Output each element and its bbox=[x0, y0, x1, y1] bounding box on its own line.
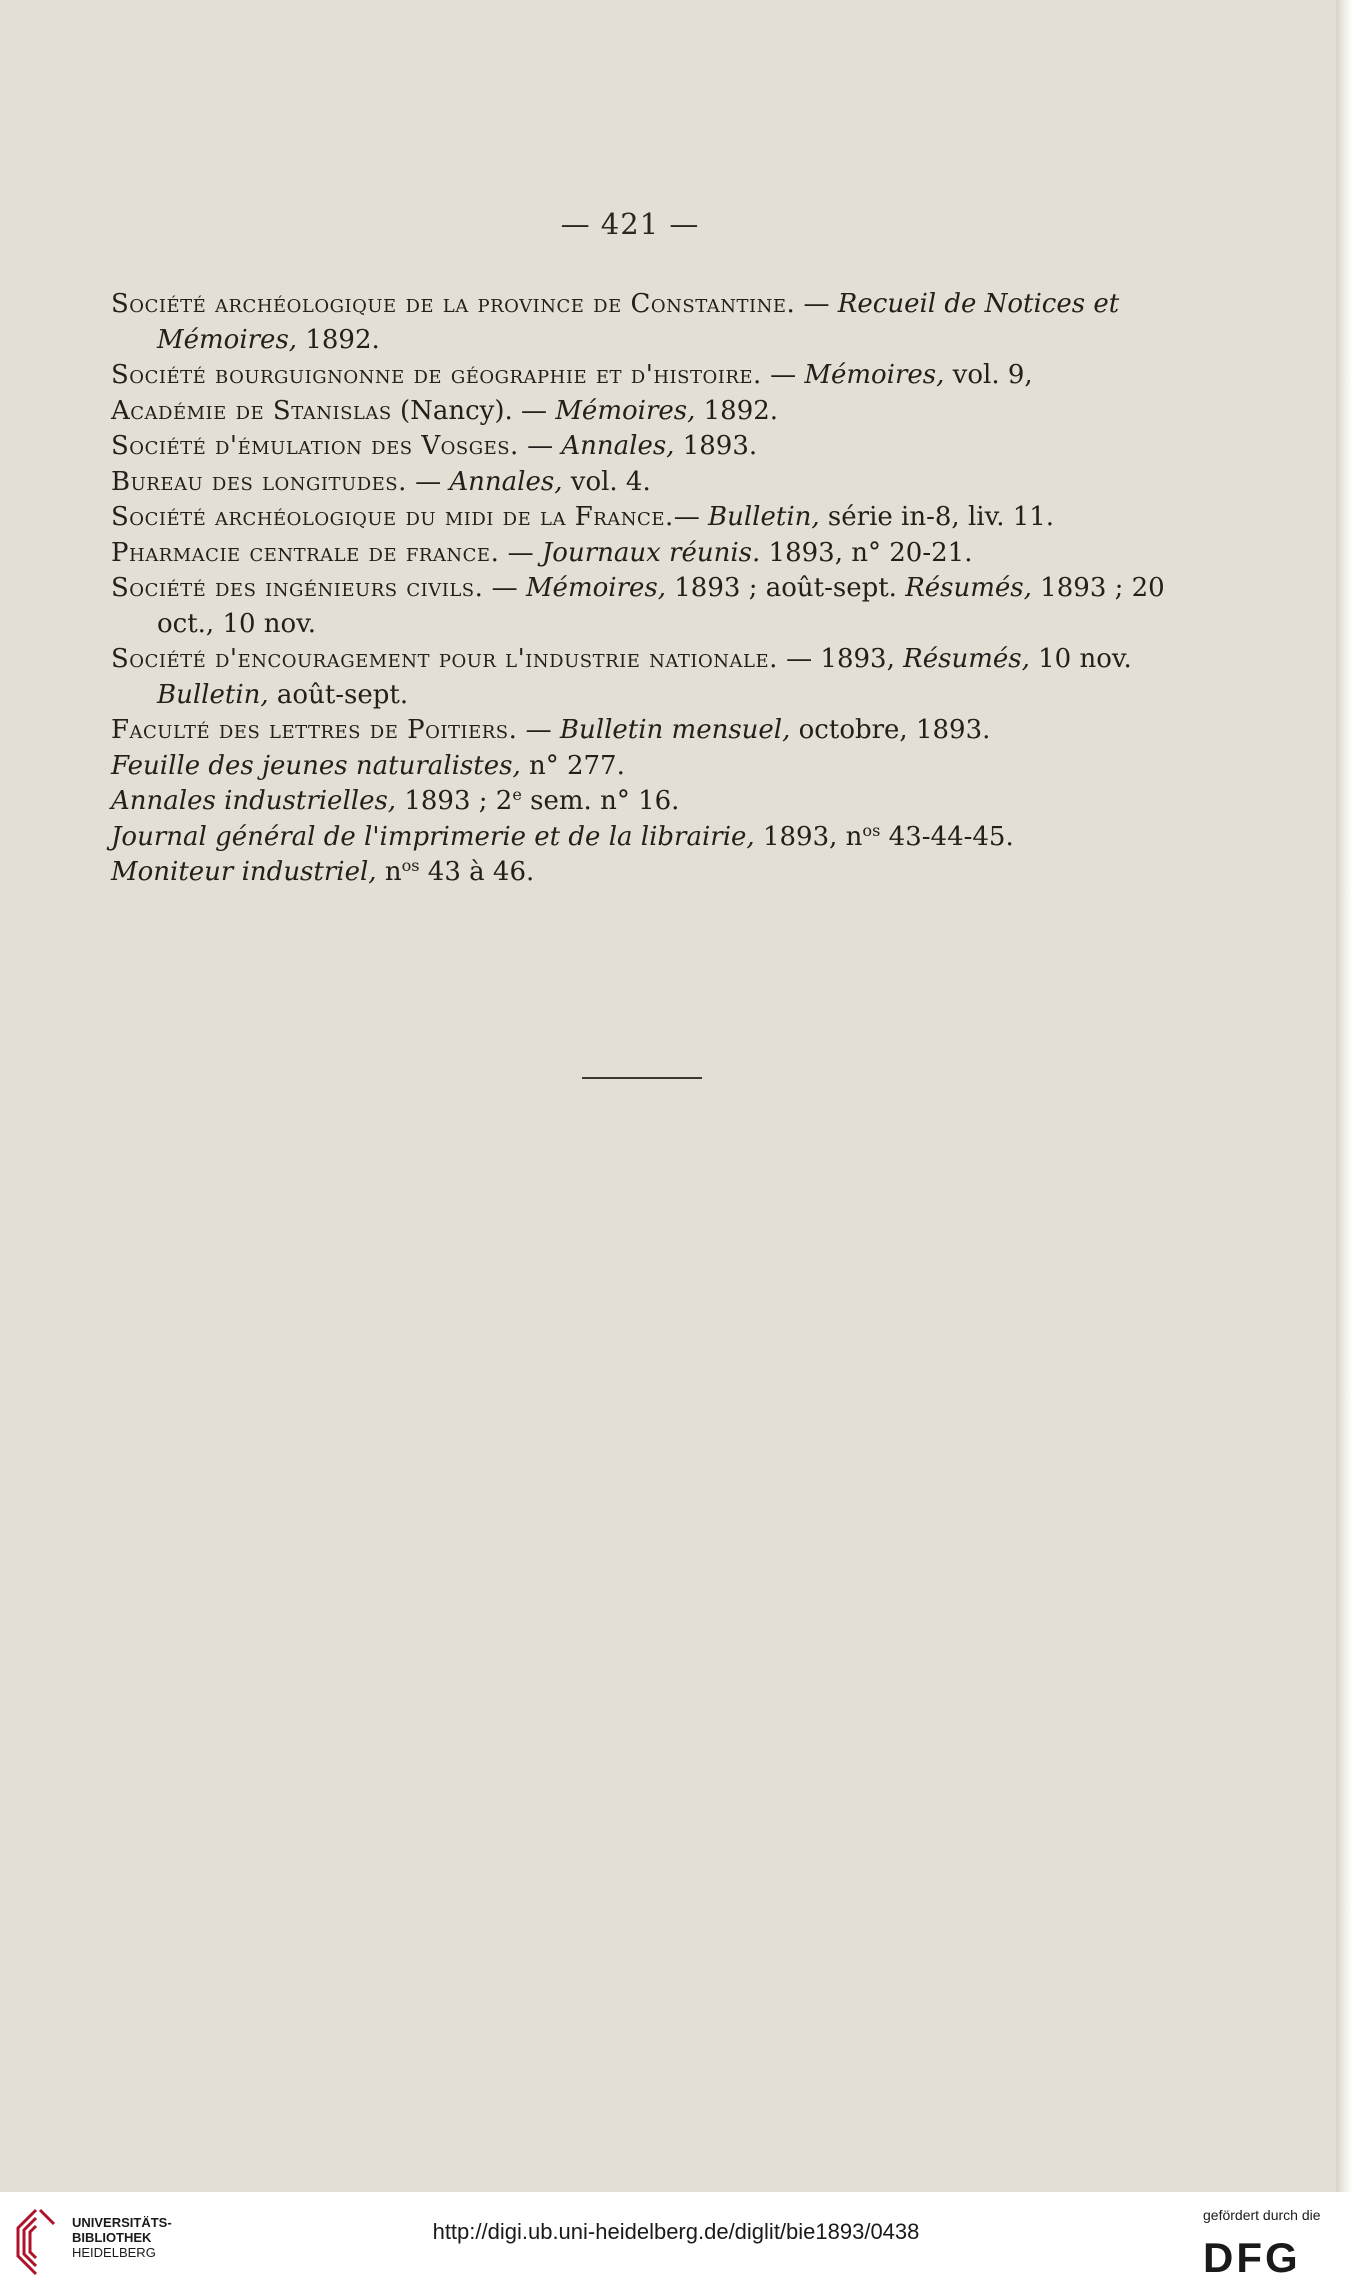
publication-detail: série in-8, liv. 11. bbox=[819, 502, 1055, 532]
library-name-line3: HEIDELBERG bbox=[72, 2245, 156, 2260]
list-item bbox=[111, 749, 1181, 785]
publication-detail: 1893, n° 20-21. bbox=[760, 537, 973, 568]
publication-detail-end: 43 à 46. bbox=[419, 857, 535, 887]
publication-detail: 1893, n bbox=[754, 821, 863, 852]
publication-title: Feuille des jeunes naturalistes, bbox=[111, 750, 521, 781]
list-item bbox=[111, 820, 1181, 856]
publication-title: Annales industrielles, bbox=[111, 786, 397, 816]
library-name-line2: BIBLIOTHEK bbox=[72, 2230, 152, 2245]
page-edge-shadow bbox=[1336, 0, 1352, 2192]
publication-detail: vol. 9, bbox=[944, 360, 1033, 390]
publication-title: Bulletin, bbox=[708, 502, 820, 532]
publication-title: Annales, bbox=[449, 466, 563, 497]
publication-title-2: Bulletin, bbox=[157, 679, 269, 710]
separator: — bbox=[795, 289, 838, 319]
separator: — bbox=[483, 573, 526, 603]
separator: — bbox=[517, 715, 560, 745]
dfg-logo-icon bbox=[1203, 2236, 1331, 2276]
publication-title: Bulletin mensuel, bbox=[559, 715, 791, 745]
list-item bbox=[111, 784, 1181, 820]
publication-title: Mémoires, bbox=[804, 360, 945, 390]
list-item bbox=[111, 287, 1181, 358]
separator: — bbox=[761, 360, 805, 390]
list-item bbox=[111, 642, 1181, 713]
publication-title: Recueil de Notices et Mémoires, bbox=[157, 289, 1120, 355]
separator: — bbox=[673, 502, 708, 532]
publication-detail: 1893. bbox=[674, 431, 758, 461]
publication-detail-2: 1893 ; 20 oct., 10 nov. bbox=[157, 573, 1165, 639]
society-name: Société archéologique du midi de la France. bbox=[111, 502, 674, 532]
publication-detail: 1893 ; août-sept. bbox=[666, 573, 906, 603]
publication-title: Moniteur industriel, bbox=[111, 857, 377, 887]
separator: (Nancy). — bbox=[391, 395, 556, 426]
superscript: os bbox=[862, 820, 881, 840]
publication-detail: vol. 4. bbox=[562, 466, 651, 497]
society-name: Faculté des lettres de Poitiers. bbox=[111, 715, 518, 745]
list-item bbox=[111, 465, 1181, 501]
publication-title-2: Résumés, bbox=[905, 573, 1032, 603]
superscript: os bbox=[401, 856, 420, 876]
list-item bbox=[111, 358, 1181, 394]
publication-title: Résumés, bbox=[903, 644, 1030, 674]
periodicals-list bbox=[111, 287, 1181, 891]
list-item bbox=[111, 713, 1181, 749]
source-url-link[interactable]: http://digi.ub.uni-heidelberg.de/diglit/bie1893/0438 bbox=[432, 2219, 920, 2244]
publication-title: Annales, bbox=[561, 431, 675, 461]
publication-detail: 1892. bbox=[297, 324, 380, 355]
society-name: Académie de Stanislas bbox=[111, 395, 392, 426]
society-name: Pharmacie centrale de france. bbox=[111, 537, 500, 568]
list-item bbox=[111, 571, 1181, 642]
publication-title: Mémoires, bbox=[555, 395, 696, 426]
page-number: — 421 — bbox=[560, 207, 700, 241]
funded-by-label: gefördert durch die bbox=[1203, 2207, 1321, 2223]
publication-detail: octobre, 1893. bbox=[790, 715, 991, 745]
list-item bbox=[111, 500, 1181, 536]
publication-detail: 10 nov. bbox=[1029, 644, 1132, 674]
publication-detail-end: 43-44-45. bbox=[880, 821, 1014, 852]
superscript: e bbox=[512, 785, 522, 805]
list-item bbox=[111, 855, 1181, 891]
publication-detail: 1892. bbox=[695, 395, 779, 426]
society-name: Bureau des longitudes. bbox=[111, 466, 407, 497]
society-name: Société d'émulation des Vosges. bbox=[111, 431, 519, 461]
publication-title: Journal général de l'imprimerie et de la librairie, bbox=[111, 821, 755, 852]
publication-title: Mémoires, bbox=[525, 573, 666, 603]
list-item bbox=[111, 536, 1181, 572]
separator: — bbox=[499, 537, 542, 568]
separator: — bbox=[406, 466, 450, 497]
library-name-line1: UNIVERSITÄTS- bbox=[72, 2215, 172, 2230]
separator: — 1893, bbox=[777, 644, 904, 674]
publication-detail-2: août-sept. bbox=[268, 679, 409, 710]
society-name: Société des ingénieurs civils. bbox=[111, 573, 484, 603]
section-divider bbox=[582, 1077, 702, 1079]
list-item bbox=[111, 394, 1181, 430]
publication-title: Journaux réunis. bbox=[541, 537, 761, 568]
publication-detail: n bbox=[376, 857, 402, 887]
publication-detail: 1893 ; 2 bbox=[396, 786, 513, 816]
publication-detail-end: sem. n° 16. bbox=[521, 786, 680, 816]
society-name: Société d'encouragement pour l'industrie nationale. bbox=[111, 644, 778, 674]
separator: — bbox=[518, 431, 562, 461]
dfg-logo-text: DFG bbox=[1203, 2236, 1301, 2276]
list-item bbox=[111, 429, 1181, 465]
society-name: Société archéologique de la province de Constantine. bbox=[111, 289, 796, 319]
society-name: Société bourguignonne de géographie et d'histoire. bbox=[111, 360, 762, 390]
publication-detail: n° 277. bbox=[520, 750, 625, 781]
